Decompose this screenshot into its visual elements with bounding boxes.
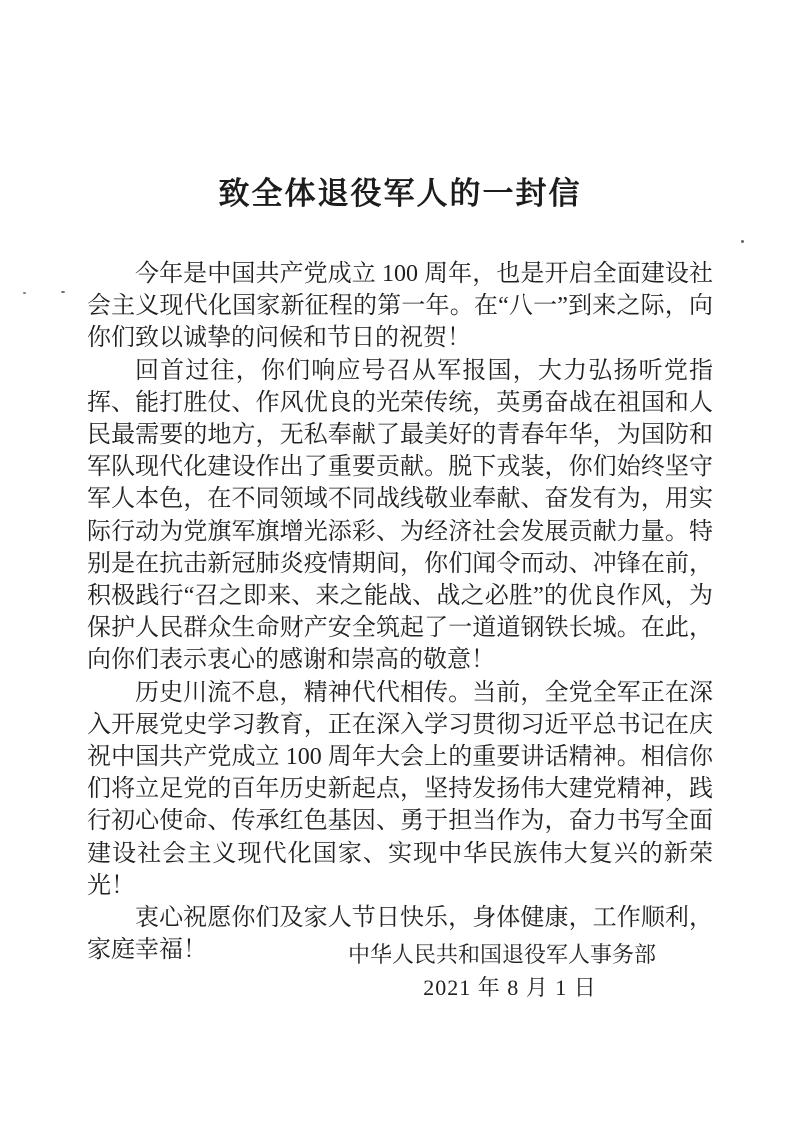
signatory-name: 中华人民共和国退役军人事务部 <box>348 942 657 967</box>
scan-speck <box>23 292 26 294</box>
scan-speck <box>741 240 744 243</box>
signature-block <box>348 938 657 1004</box>
scan-speck <box>61 291 65 293</box>
letter-date: 2021 年 8 月 1 日 <box>423 975 597 1000</box>
letter-paragraph-2: 回首过往，你们响应号召从军报国，大力弘扬听党指挥、能打胜仗、作风优良的光荣传统，英勇奋战在祖国和人民最需要的地方，无私奉献了最美好的青春年华，为国防和军队现代化建设作出了重要贡献。脱下戎装，你们始终坚守军人本色，在不同领域不同战线敬业奉献、奋发有为，用实际行动为党旗军旗增光添彩、为经济社会发展贡献力量。特别是在抗击新冠肺炎疫情期间，你们闻令而动、冲锋在前，积极践行“召之即来、来之能战、战之必胜”的优良作风，为保护人民群众生命财产安全筑起了一道道钢铁长城。在此，向你们表示衷心的感谢和崇高的敬意！ <box>87 357 713 674</box>
letter-paragraph-1: 今年是中国共产党成立 100 周年，也是开启全面建设社会主义现代化国家新征程的第一年。在“八一”到来之际，向你们致以诚挚的问候和节日的祝贺！ <box>87 261 713 352</box>
letter-body <box>87 258 713 966</box>
letter-paragraph-4: 衷心祝愿你们及家人节日快乐，身体健康，工作顺利，家庭幸福！ <box>87 905 713 964</box>
letter-title: 致全体退役军人的一封信 <box>218 176 582 211</box>
letter-paragraph-3: 历史川流不息，精神代代相传。当前，全党全军正在深入开展党史学习教育，正在深入学习贯彻习近平总书记在庆祝中国共产党成立 100 周年大会上的重要讲话精神。相信你们将立足党的百年历史新起点，坚持发扬伟大建党精神，践行初心使命、传承红色基因、勇于担当作为，奋力书写全面建设社会主义现代化国家、实现中华民族伟大复兴的新荣光！ <box>87 679 713 899</box>
